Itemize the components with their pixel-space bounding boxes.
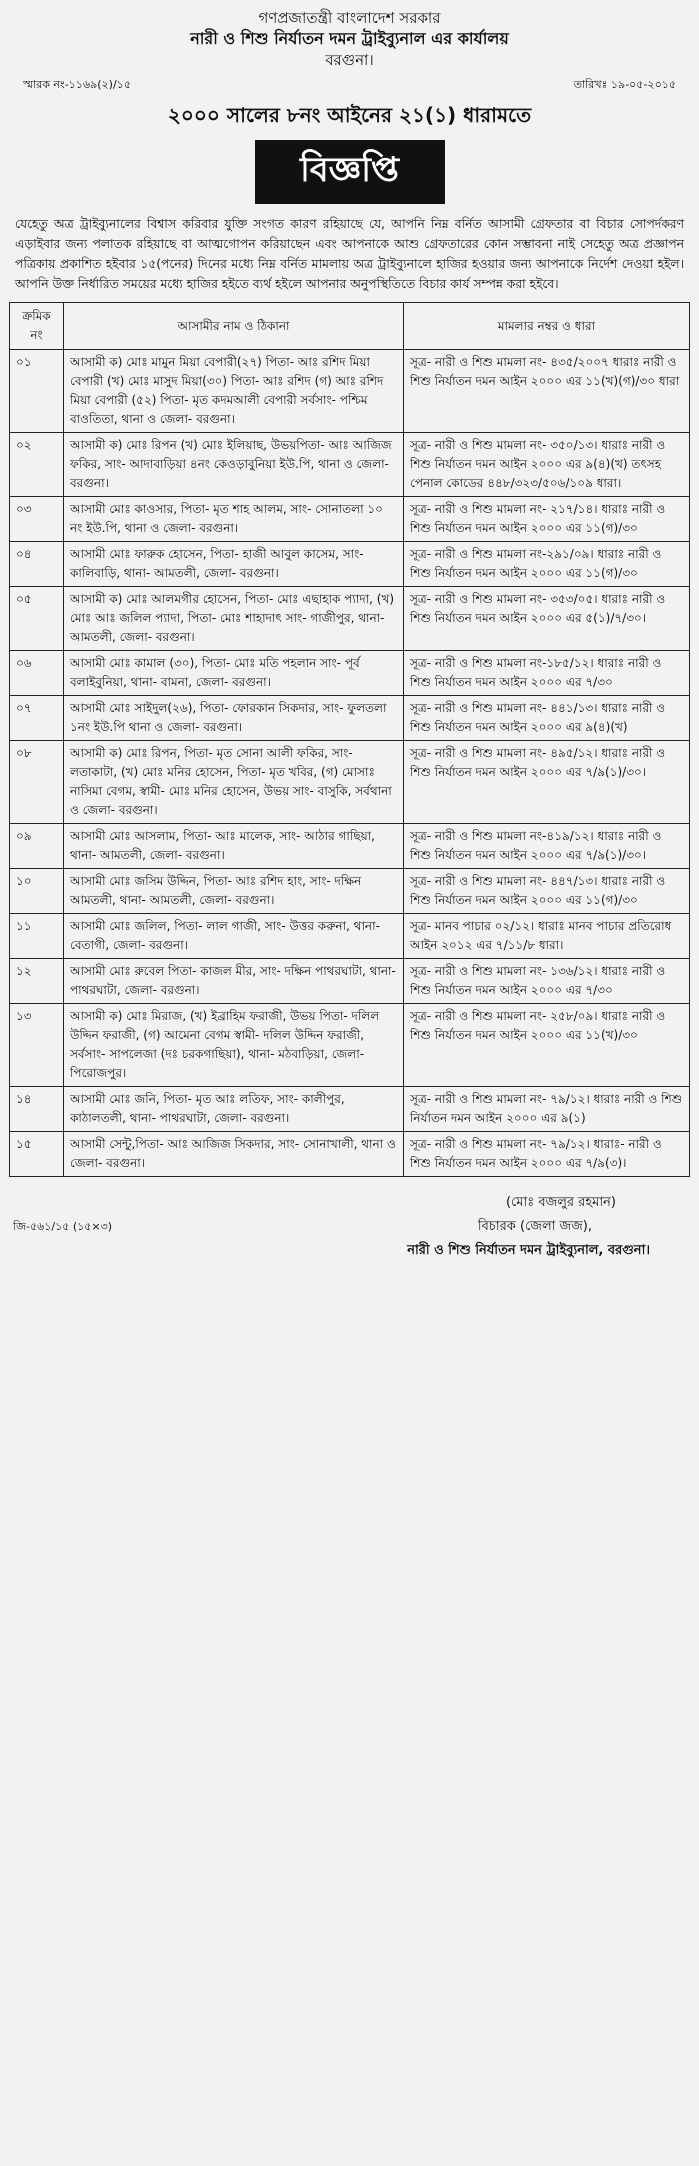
case-cell: সূত্র- নারী ও শিশু মামলা নং- ৩৫৩/০৫। ধারাঃ নারী ও শিশু নির্যাতন দমন আইন ২০০০ এর ৫(১)/৭/৩০। <box>404 587 690 651</box>
table-row <box>10 741 690 824</box>
judge-designation: বিচারক (জেলা জজ), <box>477 1219 592 1235</box>
table-row <box>10 696 690 741</box>
memo-number: স্মারক নং-১১৬৯(২)/১৫ <box>23 78 131 92</box>
serial-cell: ১৪ <box>10 1087 64 1132</box>
table-row <box>10 1004 690 1087</box>
footer <box>9 1191 690 1263</box>
case-cell: সূত্র- নারী ও শিশু মামলা নং- ২৫৮/০৯। ধারাঃ নারী ও শিশু নির্যাতন দমন আইন ২০০০ এর ১১(খ)/৩০ <box>404 1004 690 1087</box>
accused-cell: আসামী মোঃ জলিল, পিতা- লাল গাজী, সাং- উত্তর করুনা, থানা- বেতাগী, জেলা- বরগুনা। <box>64 914 404 959</box>
case-cell: সূত্র- নারী ও শিশু মামলা নং- ৪৯৫/১২। ধারাঃ নারী ও শিশু নির্যাতন দমন আইন ২০০০ এর ৭/৯(১)/৩০। <box>404 741 690 824</box>
serial-cell: ১৫ <box>10 1132 64 1177</box>
accused-cell: আসামী ক) মোঃ মামুন মিয়া বেপারী(২৭) পিতা- আঃ রশিদ মিয়া বেপারী (খ) মোঃ মাসুদ মিয়া(৩০) পিতা- আঃ রশিদ (গ) আঃ রশিদ মিয়া বেপারী (৫২) পিতা- মৃত কদমআলী বেপারী সর্বসাং- পশ্চিম বাওতিতা, থানা ও জেলা- বরগুনা। <box>64 350 404 433</box>
case-cell: সূত্র- নারী ও শিশু মামলা নং-২৯১/০৯। ধারাঃ নারী ও শিশু নির্যাতন দমন আইন ২০০০ এর ১১(গ)/৩০ <box>404 542 690 587</box>
accused-cell: আসামী মোঃ আসলাম, পিতা- আঃ মালেক, সাং- আঠার গাছিয়া, থানা- আমতলী, জেলা- বরগুনা। <box>64 824 404 869</box>
table-row <box>10 350 690 433</box>
accused-cell: আসামী ক) মোঃ মিরাজ, (খ) ইব্রাহিম ফরাজী, উভয় পিতা- দলিল উদ্দিন ফরাজী, (গ) আমেনা বেগম স্বামী- দলিল উদ্দিন ফরাজী, সর্বসাং- সাপলেজা (দঃ চরকগাছিয়া), থানা- মঠবাড়িয়া, জেলা- পিরোজপুর। <box>64 1004 404 1087</box>
accused-cell: আসামী মোঃ কাওসার, পিতা- মৃত শাহ আলম, সাং- সোনাতলা ১০ নং ইউ.পি, থানা ও জেলা- বরগুনা। <box>64 497 404 542</box>
header-case: মামলার নম্বর ও ধারা <box>404 303 690 350</box>
table-row <box>10 433 690 497</box>
tribunal-name: নারী ও শিশু নির্যাতন দমন ট্রাইব্যুনাল, বরগুনা। <box>407 1243 650 1259</box>
serial-cell: ০২ <box>10 433 64 497</box>
notice-page <box>9 0 690 1263</box>
serial-cell: ০৭ <box>10 696 64 741</box>
case-cell: সূত্র- নারী ও শিশু মামলা নং- ১৩৬/১২। ধারাঃ নারী ও শিশু নির্যাতন দমন আইন ২০০০ এর ৭/৩০ <box>404 959 690 1004</box>
case-cell: সূত্র- নারী ও শিশু মামলা নং- ৭৯/১২। ধারাঃ- নারী ও শিশু নির্যাতন দমন আইন ২০০০ এর ৭/৯(৩)। <box>404 1132 690 1177</box>
table-row <box>10 824 690 869</box>
header-serial: ক্রমিক নং <box>10 303 64 350</box>
notice-body: যেহেতু অত্র ট্রাইব্যুনালের বিশ্বাস করিবার যুক্তি সংগত কারণ রহিয়াছে যে, আপনি নিম্ন বর্নিত আসামী গ্রেফতার বা বিচার সোপর্দকরণ এড়াইবার জন্য পলাতক রহিয়াছে বা আত্মগোপন করিয়াছেন এবং আপনাকে আশু গ্রেফতারের কোন সম্ভাবনা নাই সেহেতু অত্র প্রজ্ঞাপন পত্রিকায় প্রকাশিত হইবার ১৫(পনের) দিনের মধ্যে নিম্ন বর্নিত মামলায় অত্র ট্রাইব্যুনালে হাজির হওয়ার জন্য আপনাকে নির্দেশ দেওয়া হইল। আপনি উক্ত নির্ধারিত সময়ের মধ্যে হাজির হইতে ব্যর্থ হইলে আপনার অনুপস্থিতিতে বিচার কার্য সম্পন্ন করা হইবে। <box>15 217 684 292</box>
case-cell: সূত্র- নারী ও শিশু মামলা নং-৪১৯/১২। ধারাঃ নারী ও শিশু নির্যাতন দমন আইন ২০০০ এর ৭/৯(১)/৩০। <box>404 824 690 869</box>
letterhead <box>9 8 690 70</box>
table-header-row <box>10 303 690 350</box>
table-row <box>10 914 690 959</box>
case-cell: সূত্র- নারী ও শিশু মামলা নং- ৭৯/১২। ধারাঃ নারী ও শিশু নির্যাতন দমন আইন ২০০০ এর ৯(১) <box>404 1087 690 1132</box>
serial-cell: ০৬ <box>10 651 64 696</box>
accused-cell: আসামী মোঃ জনি, পিতা- মৃত আঃ লতিফ, সাং- কালীপুর, কাঠালতলী, থানা- পাথরঘাটা, জেলা- বরগুনা। <box>64 1087 404 1132</box>
case-cell: সূত্র- নারী ও শিশু মামলা নং- ৩৫০/১৩। ধারাঃ নারী ও শিশু নির্যাতন দমন আইন ২০০০ এর ৯(৪)(খ) তৎসহ পেনাল কোডের ৪৪৮/৩২৩/৫০৬/১০৯ ধারা। <box>404 433 690 497</box>
serial-cell: ১১ <box>10 914 64 959</box>
accused-cell: আসামী মোঃ জসিম উদ্দিন, পিতা- আঃ রশিদ হাং, সাং- দক্ষিন আমতলী, থানা- আমতলী, জেলা- বরগুনা। <box>64 869 404 914</box>
accused-cell: আসামী মোঃ রুবেল পিতা- কাজল মীর, সাং- দক্ষিন পাথরঘাটা, থানা- পাথরঘাটা, জেলা- বরগুনা। <box>64 959 404 1004</box>
accused-cell: আসামী ক) মোঃ রিপন, পিতা- মৃত সোনা আলী ফকির, সাং- লতাকাটা, (খ) মোঃ মনির হোসেন, পিতা- মৃত খবির, (গ) মোসাঃ নাসিমা বেগম, স্বামী- মোঃ মনির হোসেন, উভয় সাং- বাসুকি, সর্বথানা ও জেলা- বরগুনা। <box>64 741 404 824</box>
judge-name: (মোঃ বজলুর রহমান) <box>505 1195 616 1211</box>
case-cell: সূত্র- নারী ও শিশু মামলা নং- ৪৩৫/২০০৭ ধারাঃ নারী ও শিশু নির্যাতন দমন আইন ২০০০ এর ১১(খ)(গ)/৩০ ধারা <box>404 350 690 433</box>
table-row <box>10 542 690 587</box>
reference-row <box>23 76 676 95</box>
notice-title: বিজ্ঞপ্তি <box>255 140 445 204</box>
case-cell: সূত্র- নারী ও শিশু মামলা নং- ২১৭/১৪। ধারাঃ নারী ও শিশু নির্যাতন দমন আইন ২০০০ এর ১১(গ)/৩০ <box>404 497 690 542</box>
table-row <box>10 497 690 542</box>
serial-cell: ১৩ <box>10 1004 64 1087</box>
case-cell: সূত্র- নারী ও শিশু মামলা নং- ৪৪১/১৩। ধারাঃ নারী ও শিশু নির্যাতন দমন আইন ২০০০ এর ৯(৪)(খ) <box>404 696 690 741</box>
accused-cell: আসামী মোঃ সাইদুল(২৬), পিতা- ফোরকান সিকদার, সাং- ফুলতলা ১নং ইউ.পি থানা ও জেলা- বরগুনা। <box>64 696 404 741</box>
serial-cell: ০৩ <box>10 497 64 542</box>
header-accused: আসামীর নাম ও ঠিকানা <box>64 303 404 350</box>
serial-cell: ১২ <box>10 959 64 1004</box>
accused-cell: আসামী ক) মোঃ আলমগীর হোসেন, পিতা- মোঃ এছাহাক প্যাদা, (খ) মোঃ আঃ জলিল প্যাদা, পিতা- মোঃ শাহাদাৎ সাং- গাজীপুর, থানা- আমতলী, জেলা- বরগুনা। <box>64 587 404 651</box>
notice-date: তারিখঃ ১৯-০৫-২০১৫ <box>573 78 676 92</box>
serial-cell: ১০ <box>10 869 64 914</box>
table-row <box>10 869 690 914</box>
accused-cell: আসামী ক) মোঃ রিপন (খ) মোঃ ইলিয়াছ, উভয়পিতা- আঃ আজিজ ফকির, সাং- আদাবাড়িয়া ৪নং কেওড়াবুনিয়া ইউ.পি, থানা ও জেলা- বরগুনা। <box>64 433 404 497</box>
case-cell: সূত্র- নারী ও শিশু মামলা নং-১৮৫/১২। ধারাঃ নারী ও শিশু নির্যাতন দমন আইন ২০০০ এর ৭/৩০ <box>404 651 690 696</box>
case-cell: সূত্র- মানব পাচার ০২/১২। ধারাঃ মানব পাচার প্রতিরোধ আইন ২০১২ এর ৭/১১/৮ ধারা। <box>404 914 690 959</box>
table-row <box>10 651 690 696</box>
serial-cell: ০৫ <box>10 587 64 651</box>
accused-table <box>9 302 690 1177</box>
serial-cell: ০৯ <box>10 824 64 869</box>
office-name: নারী ও শিশু নির্যাতন দমন ট্রাইব্যুনাল এর কার্যালয় <box>190 29 509 49</box>
table-row <box>10 587 690 651</box>
case-cell: সূত্র- নারী ও শিশু মামলা নং- ৪৪৭/১৩। ধারাঃ নারী ও শিশু নির্যাতন দমন আইন ২০০০ এর ১১(গ)/৩০ <box>404 869 690 914</box>
accused-cell: আসামী মোঃ কামাল (৩০), পিতা- মোঃ মতি পহলান সাং- পূর্ব বলাইবুনিয়া, থানা- বামনা, জেলা- বরগুনা। <box>64 651 404 696</box>
serial-cell: ০১ <box>10 350 64 433</box>
accused-cell: আসামী সেন্টু,পিতা- আঃ আজিজ সিকদার, সাং- সোনাখালী, থানা ও জেলা- বরগুনা। <box>64 1132 404 1177</box>
table-row <box>10 1087 690 1132</box>
gd-code: জি-৫৬১/১৫ (১৫×৩) <box>13 1220 113 1234</box>
govt-name: গণপ্রজাতন্ত্রী বাংলাদেশ সরকার <box>258 9 441 27</box>
accused-cell: আসামী মোঃ ফারুক হোসেন, পিতা- হাজী আবুল কাসেম, সাং- কালিবাড়ি, থানা- আমতলী, জেলা- বরগুনা। <box>64 542 404 587</box>
office-location: বরগুনা। <box>325 50 374 69</box>
serial-cell: ০৪ <box>10 542 64 587</box>
table-row <box>10 959 690 1004</box>
act-reference: ২০০০ সালের ৮নং আইনের ২১(১) ধারামতে <box>167 103 532 128</box>
table-row <box>10 1132 690 1177</box>
serial-cell: ০৮ <box>10 741 64 824</box>
